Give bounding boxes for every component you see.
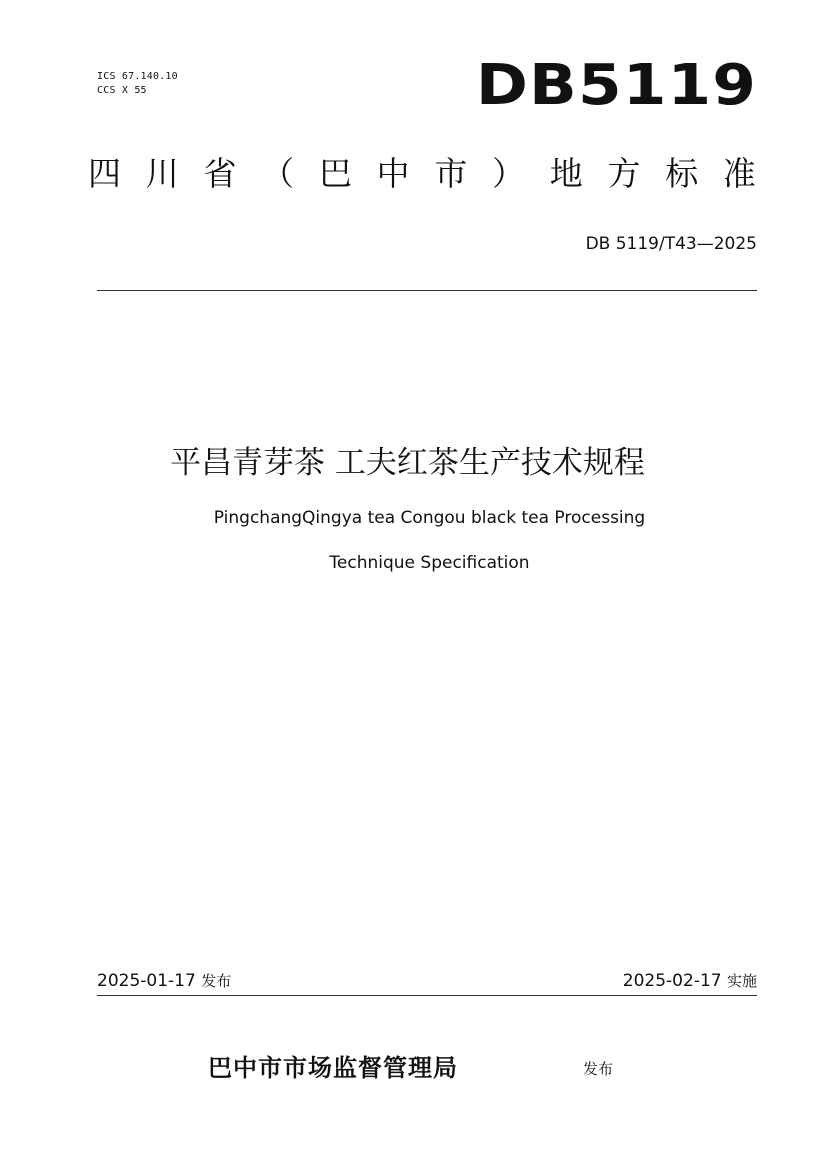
standard-number: DB 5119/T43—2025 (585, 234, 757, 254)
publisher-action: 发布 (583, 1060, 614, 1078)
standard-type-char: 准 (722, 154, 756, 193)
standard-type-char: ） (492, 154, 526, 193)
publisher-name: 巴中市市场监督管理局 (208, 1054, 458, 1082)
issue-date-value: 2025-01-17 (97, 971, 196, 991)
standard-type-char: 标 (665, 154, 699, 193)
document-title-zh: 平昌青芽茶 工夫红茶生产技术规程 (170, 445, 645, 481)
standard-type-char: 四 (88, 154, 121, 193)
ccs-code: CCS X 55 (97, 85, 147, 96)
header-divider (97, 290, 757, 291)
standard-type-char: 地 (549, 154, 583, 193)
document-title-en-line2: Technique Specification (329, 553, 530, 573)
standard-type-char: 巴 (318, 154, 352, 193)
implement-date (623, 969, 757, 993)
implement-date-value: 2025-02-17 (622, 971, 722, 991)
issue-date (97, 969, 231, 993)
document-title-en-line1: PingchangQingya tea Congou black tea Processing (213, 508, 646, 528)
classification-codes (97, 70, 178, 98)
standard-type-char: 方 (607, 154, 641, 193)
implement-label: 实施 (726, 972, 757, 990)
standard-type-char: （ (261, 154, 295, 193)
standard-type-heading (88, 150, 756, 198)
issue-label: 发布 (201, 972, 232, 990)
standard-logo: DB5119 (475, 53, 757, 118)
standard-type-char: 中 (376, 154, 410, 193)
standard-type-char: 省 (203, 154, 237, 193)
ics-code: ICS 67.140.10 (97, 71, 178, 82)
footer-divider (97, 995, 757, 996)
standard-type-char: 市 (434, 154, 468, 193)
standard-type-char: 川 (145, 154, 179, 193)
